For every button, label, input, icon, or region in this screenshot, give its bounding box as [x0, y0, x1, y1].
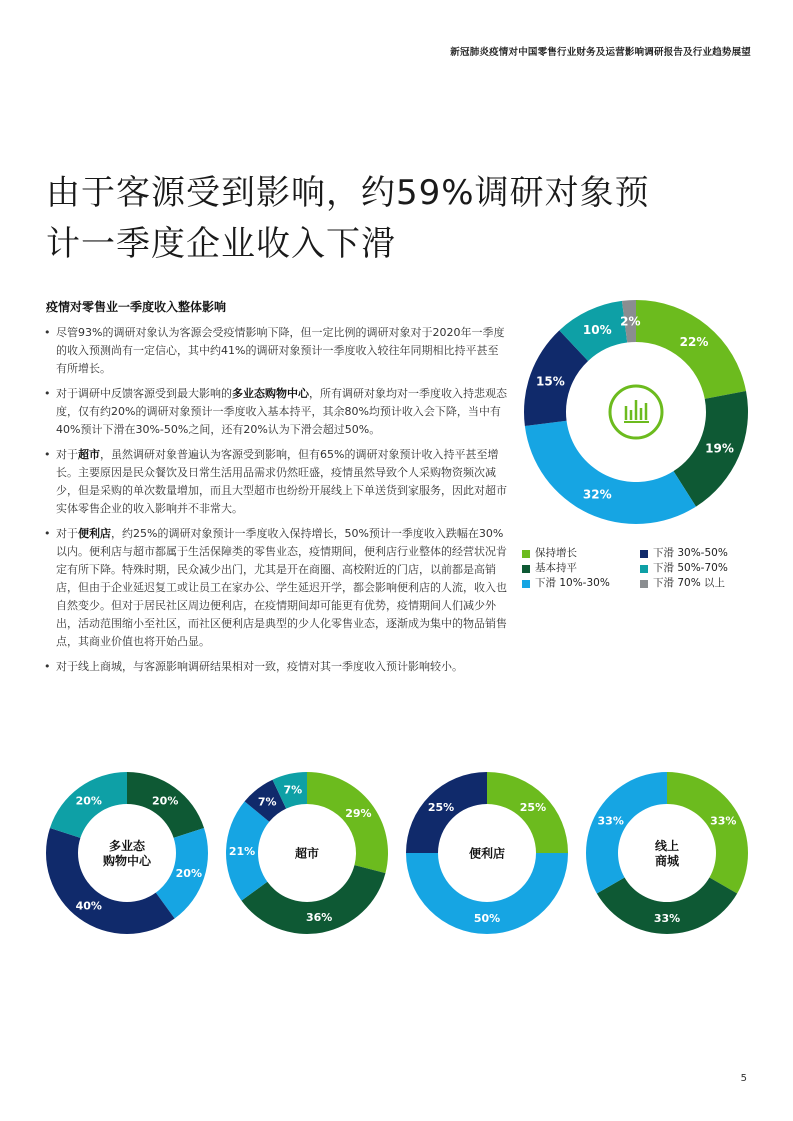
slice-value-label: 33% — [597, 814, 624, 828]
supermarket-donut-chart — [225, 771, 389, 935]
slice-value-label: 10% — [582, 322, 612, 337]
online-mall-donut-chart — [585, 771, 749, 935]
slice-value-label: 21% — [228, 844, 256, 858]
slice-value-label: 40% — [75, 899, 102, 913]
mall-donut-chart — [45, 771, 209, 935]
slice-value-label: 20% — [175, 867, 202, 881]
legend-swatch — [522, 580, 530, 588]
slice-value-label: 20% — [75, 794, 102, 808]
slice-value-label: 33% — [710, 814, 737, 828]
donut-center-label: 线上 — [654, 839, 680, 853]
legend-item: 下滑 10%-30% — [522, 577, 640, 590]
slice-value-label: 25% — [519, 800, 547, 814]
slice-value-label: 22% — [679, 335, 709, 350]
slice-value-label: 33% — [653, 911, 681, 925]
bullet-item: • 对于调研中反馈客源受到最大影响的多业态购物中心，所有调研对象均对一季度收入持悲观态度，仅有约20%的调研对象预计一季度收入基本持平，其余80%均预计收入会下降，当中有40%预计下滑在30%-50%之间，还有20%认为下滑会超过50%。 — [40, 385, 508, 439]
slice-value-label: 36% — [306, 910, 333, 924]
chart-legend — [522, 547, 762, 590]
legend-item: 下滑 30%-50% — [640, 547, 758, 560]
bullet-item: • 对于线上商城，与客源影响调研结果相对一致，疫情对其一季度收入预计影响较小。 — [40, 658, 508, 676]
overall-donut-chart — [516, 293, 756, 533]
page-number: 5 — [740, 1073, 747, 1084]
page-title-line-2: 计一季度企业收入下滑 — [46, 224, 396, 264]
bullet-item: • 对于便利店，约25%的调研对象预计一季度收入保持增长，50%预计一季度收入跌幅在30%以内。便利店与超市都属于生活保障类的零售业态，疫情期间，便利店行业整体的经营状况肯定有所下降。特殊时期，民众减少出门，尤其是开在商圈、高校附近的门店，以前都是高销店，但由于企业延迟复工或让员工在家办公、学生延迟开学，都会影响便利店的人流，收入也自然变少。但对于居民社区周边便利店，在疫情期间却可能更有优势，疫情期间人们减少外出，活动范围缩小至社区，而社区便利店是典型的少人化零售业态，逐渐成为集中的物品销售点，其商业价值也将开始凸显。 — [40, 525, 508, 651]
legend-swatch — [640, 580, 648, 588]
bullet-highlight: 多业态购物中心 — [232, 387, 309, 400]
convenience-donut-chart — [405, 771, 569, 935]
bullet-item: • 对于超市，虽然调研对象普遍认为客源受到影响，但有65%的调研对象预计收入持平甚至增长。主要原因是民众餐饮及日常生活用品需求仍然旺盛，疫情虽然导致个人采购物资频次减少，但是采购的单次数量增加，而且大型超市也纷纷开展线上下单送货到家服务，因此对超市实体零售企业的收入影响并不非常大。 — [40, 446, 508, 518]
slice-value-label: 32% — [582, 487, 612, 502]
bullet-highlight: 超市 — [78, 448, 100, 461]
slice-value-label: 7% — [283, 783, 303, 797]
section-subheading: 疫情对零售业一季度收入整体影响 — [46, 300, 227, 314]
slice-value-label: 50% — [473, 911, 501, 925]
legend-item: 下滑 70% 以上 — [640, 577, 758, 590]
donut-hole — [619, 805, 715, 901]
page-title-line-1: 由于客源受到影响，约59%调研对象预 — [46, 173, 650, 213]
donut-hole — [79, 805, 175, 901]
donut-center-label: 商城 — [654, 854, 680, 868]
donut-center-label: 便利店 — [468, 846, 506, 861]
page-title — [46, 168, 746, 270]
legend-item: 基本持平 — [522, 562, 640, 575]
legend-item: 保持增长 — [522, 547, 640, 560]
donut-center-label: 超市 — [294, 846, 320, 861]
bullet-highlight: 便利店 — [78, 527, 111, 540]
slice-value-label: 15% — [536, 374, 565, 389]
legend-item: 下滑 50%-70% — [640, 562, 758, 575]
slice-value-label: 2% — [620, 314, 641, 329]
slice-value-label: 20% — [152, 794, 179, 808]
slice-value-label: 19% — [705, 441, 734, 456]
donut-center-label: 多业态 — [108, 839, 146, 853]
bullet-item: • 尽管93%的调研对象认为客源会受疫情影响下降，但一定比例的调研对象对于2020年一季度的收入预测尚有一定信心，其中约41%的调研对象预计一季度收入较往年同期相比持平甚至有所增长。 — [40, 324, 508, 378]
bullet-list — [40, 324, 508, 683]
legend-swatch — [522, 565, 530, 573]
legend-swatch — [640, 550, 648, 558]
slice-value-label: 7% — [257, 795, 277, 809]
running-header: 新冠肺炎疫情对中国零售行业财务及运营影响调研报告及行业趋势展望 — [450, 47, 751, 58]
legend-swatch — [640, 565, 648, 573]
slice-value-label: 29% — [345, 807, 372, 821]
legend-swatch — [522, 550, 530, 558]
slice-value-label: 25% — [427, 800, 455, 814]
donut-center-label: 购物中心 — [102, 854, 152, 868]
